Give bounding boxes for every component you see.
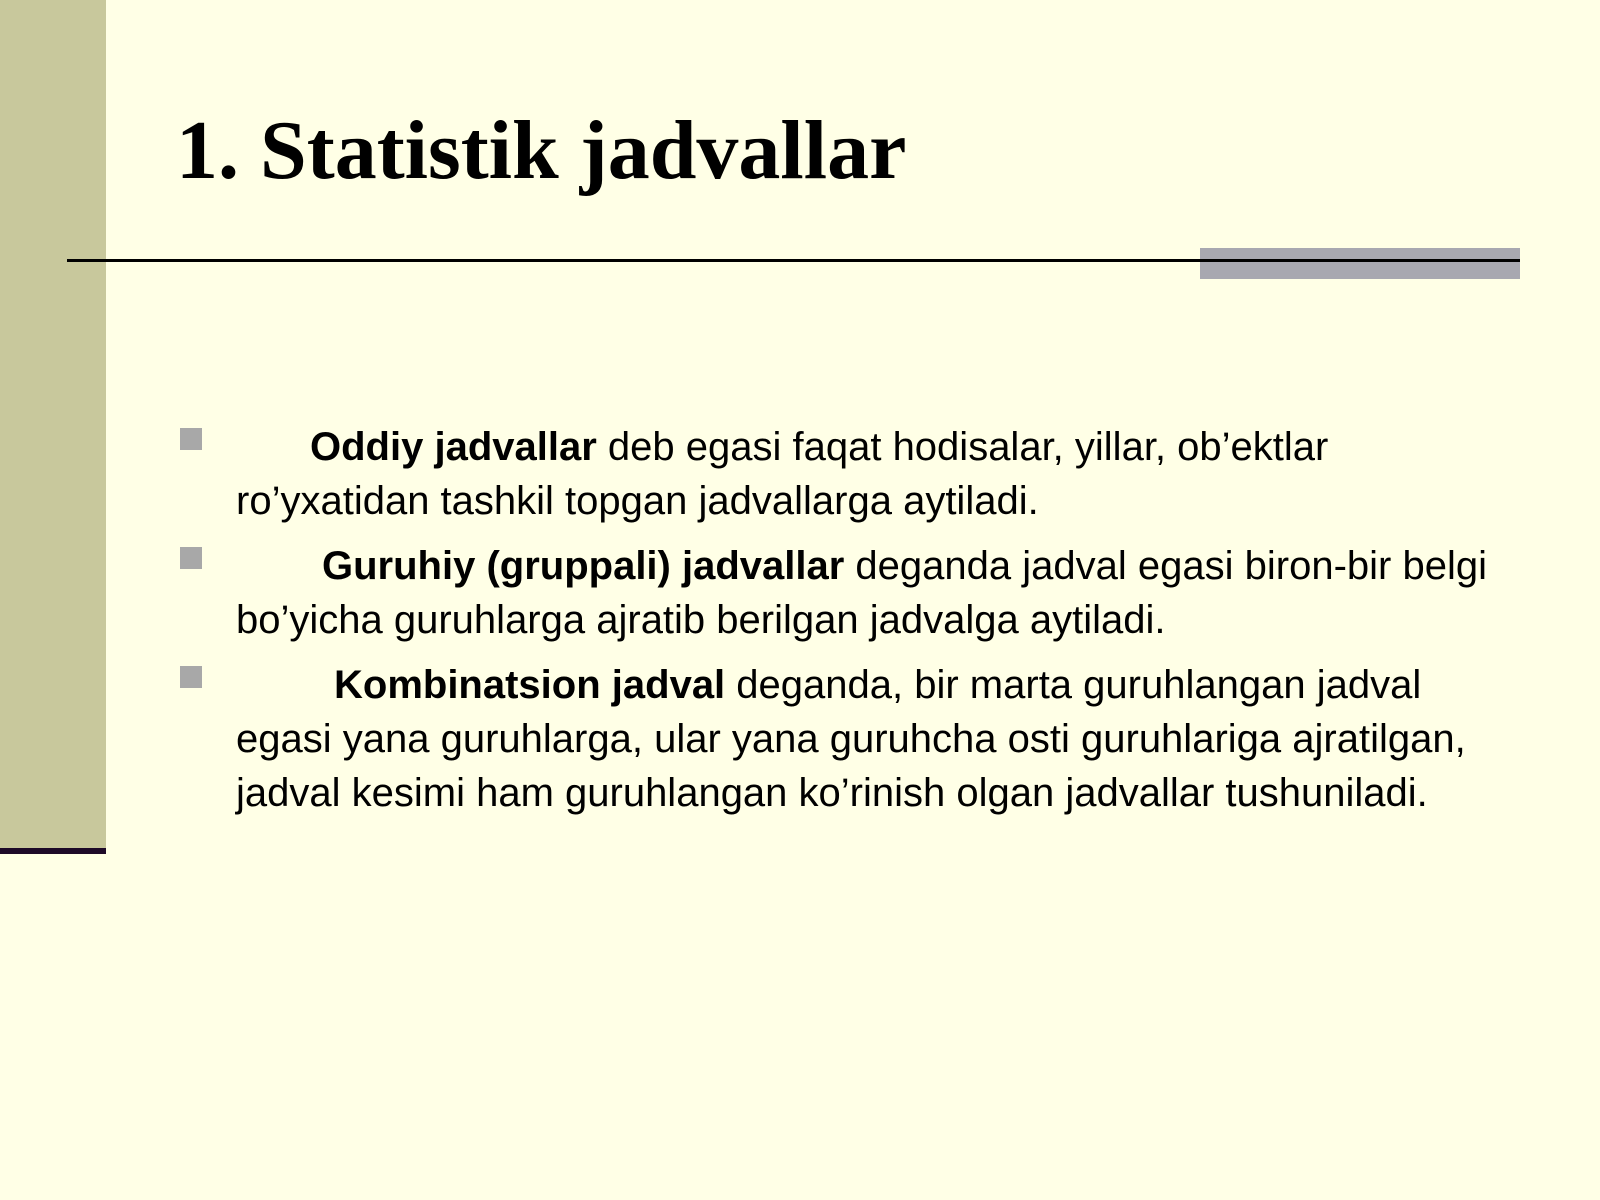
bullet-item <box>0 658 1600 820</box>
bullet-text: deganda, bir marta guruhlangan jadval egasi yana guruhlarga, ular yana guruhcha osti guruhlariga ajratilgan, jadval kesimi ham guruhlangan ko’rinish olgan jadvallar tushuniladi. <box>236 663 1466 815</box>
bullet-term: Kombinatsion jadval <box>334 663 726 707</box>
bullet-indent <box>236 425 310 469</box>
bullet-item <box>0 420 1600 528</box>
bullet-term: Guruhiy (gruppali) jadvallar <box>322 544 845 588</box>
bullet-term: Oddiy jadvallar <box>310 425 597 469</box>
title-accent-block <box>1200 248 1520 279</box>
bullet-indent <box>236 544 322 588</box>
title-divider <box>67 259 1520 262</box>
square-bullet-icon <box>180 666 202 688</box>
bullet-list <box>0 420 1600 831</box>
bullet-indent <box>236 663 334 707</box>
bullet-text: deb egasi faqat hodisalar, yillar, ob’ektlar ro’yxatidan tashkil topgan jadvallarga aytiladi. <box>236 425 1329 523</box>
bullet-text: deganda jadval egasi biron-bir belgi bo’yicha guruhlarga ajratib berilgan jadvalga aytiladi. <box>236 544 1487 642</box>
square-bullet-icon <box>180 428 202 450</box>
slide-title: 1. Statistik jadvallar <box>176 104 907 197</box>
side-bar-underline <box>0 848 106 854</box>
square-bullet-icon <box>180 547 202 569</box>
bullet-item <box>0 539 1600 647</box>
